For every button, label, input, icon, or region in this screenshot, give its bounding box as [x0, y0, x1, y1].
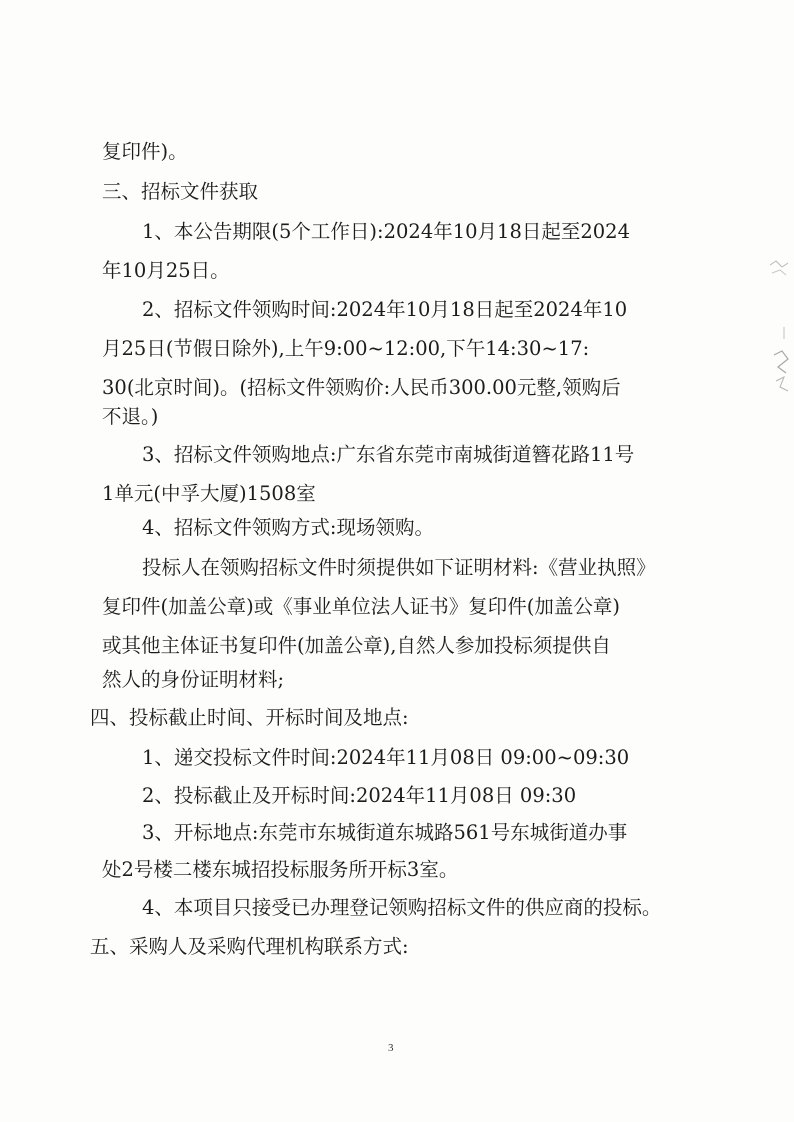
scan-mark-1 [766, 255, 792, 285]
section-heading-4: 四、投标截止时间、开标时间及地点: [90, 706, 409, 729]
scan-mark-2 [766, 325, 792, 405]
text-line-deadline-time: 2、投标截止及开标时间:2024年11月08日 09:30 [142, 784, 577, 807]
section-heading-3: 三、招标文件获取 [102, 180, 259, 203]
text-line-registration-note: 4、本项目只接受已办理登记领购招标文件的供应商的投标。 [142, 896, 662, 919]
text-line-required-docs-cont-1: 复印件(加盖公章)或《事业单位法人证书》复印件(加盖公章) [102, 595, 620, 618]
text-line-opening-location-cont: 处2号楼二楼东城招投标服务所开标3室。 [102, 858, 459, 881]
text-line-submission-time: 1、递交投标文件时间:2024年11月08日 09:00~09:30 [142, 746, 630, 769]
text-line-purchase-time-cont-2: 30(北京时间)。(招标文件领购价:人民币300.00元整,领购后 [102, 376, 621, 399]
text-line-purchase-location-cont: 1单元(中孚大厦)1508室 [102, 482, 316, 505]
text-line-required-docs: 投标人在领购招标文件时须提供如下证明材料:《营业执照》 [142, 556, 656, 579]
text-line-purchase-time-cont-1: 月25日(节假日除外),上午9:00~12:00,下午14:30~17: [102, 337, 590, 360]
text-line-purchase-time: 2、招标文件领购时间:2024年10月18日起至2024年10 [142, 298, 628, 321]
section-heading-5: 五、采购人及采购代理机构联系方式: [90, 935, 409, 958]
text-line-purchase-time-cont-3: 不退。) [102, 405, 159, 428]
page-number: 3 [388, 1042, 394, 1054]
text-line-notice-period-cont: 年10月25日。 [102, 259, 230, 282]
text-line-opening-location: 3、开标地点:东莞市东城街道东城路561号东城街道办事 [142, 821, 628, 844]
text-line-1: 复印件)。 [102, 140, 188, 163]
text-line-required-docs-cont-3: 然人的身份证明材料; [102, 668, 285, 691]
text-line-purchase-method: 4、招标文件领购方式:现场领购。 [142, 516, 434, 539]
text-line-purchase-location: 3、招标文件领购地点:广东省东莞市南城街道簪花路11号 [142, 443, 635, 466]
text-line-notice-period: 1、本公告期限(5个工作日):2024年10月18日起至2024 [142, 220, 630, 243]
text-line-required-docs-cont-2: 或其他主体证书复印件(加盖公章),自然人参加投标须提供自 [102, 634, 611, 657]
